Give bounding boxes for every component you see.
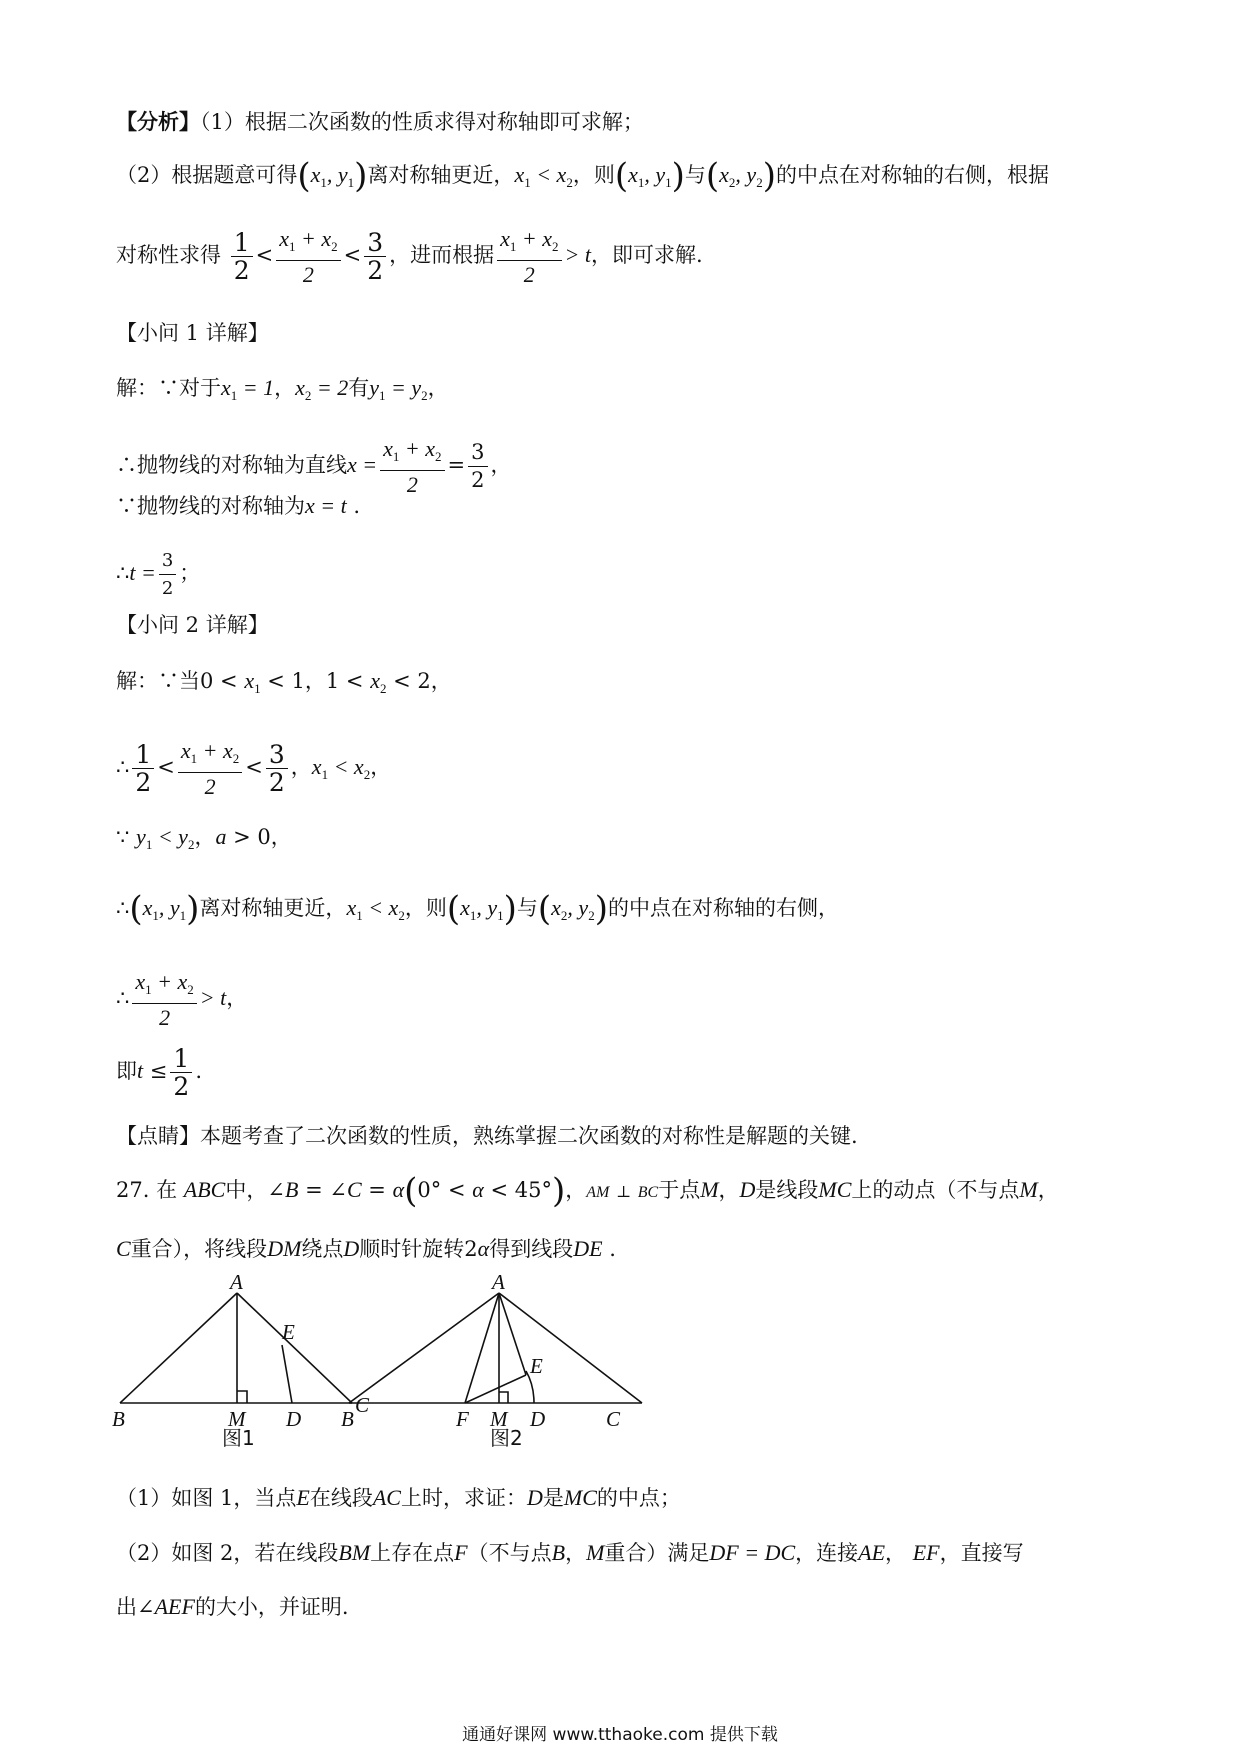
text: （2）根据题意可得 — [116, 163, 298, 187]
text: ，则 — [404, 896, 447, 920]
part2-line-5: ∴ $\frac{x_1 + x_2}{2}$ > t， — [116, 969, 248, 1030]
text: 有 — [348, 376, 370, 400]
segment-ef-2 — [465, 1375, 526, 1403]
segment-ac-2 — [499, 1293, 642, 1403]
text: 解：∵对于 — [116, 376, 221, 400]
part2-title: 【小问 2 详解】 — [116, 613, 269, 637]
label-d-1: D — [286, 1407, 302, 1431]
label-b-1: B — [112, 1407, 125, 1431]
text: ∴ — [116, 896, 130, 920]
q27-line-2: C重合），将线段DM绕点D顺时针旋转2α得到线段DE . — [116, 1236, 616, 1261]
text: ∴抛物线的对称轴为直线 — [116, 453, 347, 477]
analysis-text: （1）根据二次函数的性质求得对称轴即可求解； — [200, 110, 644, 134]
q27-sub2: （2）如图 2，若在线段BM上存在点F（不与点B，M重合）满足DF = DC，连接AE， EF，直接写 — [116, 1540, 1024, 1565]
text: （不与点 — [467, 1541, 552, 1565]
text: 是 — [542, 1486, 564, 1510]
part1-title: 【小问 1 详解】 — [116, 321, 269, 345]
analysis-line-2: （2）根据题意可得($x_1$, $y_1$)离对称轴更近，$x_1 < x_2$，则($x_1$, $y_1$)与($x_2$, $y_2$)的中点在对称轴的右侧，根据 — [116, 156, 1049, 196]
text: 27. 在 — [116, 1178, 178, 1202]
text: 离对称轴更近， — [367, 163, 515, 187]
text: 在线段 — [309, 1486, 373, 1510]
text: 即 — [116, 1059, 137, 1083]
text: 的中点在对称轴的右侧，根据 — [775, 163, 1049, 187]
label-e-1: E — [282, 1320, 295, 1344]
segment-ac-1 — [237, 1293, 352, 1403]
text: 重合），将线段 — [130, 1237, 268, 1261]
part2-line-6: 即t ≤ $\frac{1}{2}$ . — [116, 1044, 202, 1101]
label-a-1: A — [230, 1273, 243, 1294]
geometry-figures — [112, 1273, 652, 1449]
text: 出 — [116, 1595, 137, 1619]
text: 离对称轴更近， — [199, 896, 347, 920]
text: 的中点在对称轴的右侧， — [607, 896, 839, 920]
part2-line-1: 解：∵当$0 < x_1 < 1$，$1 < x_2 < 2$， — [116, 668, 452, 696]
part2-line-3: ∵ $y_1 < y_2$，a > 0， — [116, 824, 292, 852]
text: 的大小，并证明. — [194, 1595, 349, 1619]
text: 上的动点（不与点 — [851, 1178, 1020, 1202]
figure-1-labels — [112, 1273, 370, 1449]
text: （2）如图 2，若在线段 — [116, 1541, 339, 1565]
analysis-title: 【分析】 — [116, 109, 200, 134]
part2-line-4: $\therefore(x_1$, $y_1$)离对称轴更近，$x_1 < x_2$，则($x_1$, $y_1$)与($x_2$, $y_2$)的中点在对称轴的右侧， — [116, 889, 839, 929]
analysis-line-1 — [116, 107, 644, 137]
q27-line-1: 27. 在 ABC中，∠B = ∠C = α(0° < α < 45°)，AM ⊥ BC于点M，D是线段MC上的动点（不与点M， — [116, 1171, 1059, 1211]
segment-af-2 — [465, 1293, 499, 1403]
label-a-2: A — [492, 1273, 505, 1294]
part1-line-1: 解：∵对于$x_1 = 1$，$x_2 = 2$有$y_1 = y_2$， — [116, 375, 449, 403]
text: 解：∵当 — [116, 669, 200, 693]
text: 绕点 — [301, 1237, 344, 1261]
footer: 通通好课网 www.tthaoke.com 提供下载 — [462, 1725, 778, 1745]
segment-ae-2 — [499, 1293, 526, 1375]
text: 的中点； — [596, 1486, 681, 1510]
segment-ab-1 — [120, 1293, 237, 1403]
q27-sub3: 出∠AEF的大小，并证明. — [116, 1594, 349, 1619]
text: ，进而根据 — [389, 243, 495, 267]
label-c-2: C — [606, 1407, 621, 1431]
text: 得到线段 — [489, 1237, 574, 1261]
label-c-1: C — [355, 1393, 370, 1417]
segment-de-1 — [282, 1345, 292, 1403]
text: 与 — [516, 896, 538, 920]
text: ，即可求解. — [590, 243, 703, 267]
text: ，直接写 — [939, 1541, 1024, 1565]
figure-1-caption: 图1 — [222, 1426, 255, 1449]
comment — [116, 1121, 858, 1151]
text: ，则 — [572, 163, 615, 187]
figure-1 — [120, 1293, 352, 1403]
right-angle-mark-2 — [499, 1392, 508, 1403]
label-m-1: M — [228, 1407, 246, 1431]
figure-2-caption: 图2 — [490, 1426, 523, 1449]
text: （1）如图 1，当点 — [116, 1486, 297, 1510]
part1-line-3: ∵抛物线的对称轴为x = t . — [116, 493, 361, 518]
text: ，连接 — [795, 1541, 859, 1565]
label-e-2: E — [530, 1354, 543, 1378]
text: 中， — [225, 1178, 268, 1202]
part2-line-2: ∴ $\frac{1}{2}$ < $\frac{x_1 + x_2}{2}$ < $\frac{3}{2}$ ，$x_1 < x_2$， — [116, 738, 392, 799]
right-angle-mark-1 — [237, 1391, 247, 1403]
text: 对称性求得 — [116, 243, 221, 267]
text: ∴ — [116, 561, 130, 585]
text: 重合）满足 — [604, 1541, 710, 1565]
text: 与 — [684, 163, 706, 187]
text: 是线段 — [755, 1178, 819, 1202]
label-f-2: F — [456, 1407, 469, 1431]
label-m-2: M — [490, 1407, 508, 1431]
text: 上时，求证： — [400, 1486, 527, 1510]
part1-line-2: ∴抛物线的对称轴为直线x = $\frac{x_1 + x_2}{2}$ = $\frac{3}{2}$ ， — [116, 436, 512, 497]
text: 顺时针旋转 — [359, 1237, 465, 1261]
label-b-2: B — [341, 1407, 354, 1431]
figure-2-labels — [341, 1273, 621, 1449]
segment-ab-2 — [349, 1293, 499, 1403]
figure-2 — [349, 1293, 642, 1403]
comment-text: 【点睛】本题考查了二次函数的性质，熟练掌握二次函数的对称性是解题的关键. — [116, 1124, 858, 1148]
text: ∵抛物线的对称轴为 — [116, 494, 305, 518]
part1-line-4: ∴t = $\frac{3}{2}$ ； — [116, 547, 200, 602]
label-d-2: D — [530, 1407, 546, 1431]
q27-sub1: （1）如图 1，当点E在线段AC上时，求证：D是MC的中点； — [116, 1485, 681, 1510]
text: 于点 — [658, 1178, 701, 1202]
text: 上存在点 — [370, 1541, 455, 1565]
analysis-line-3: 对称性求得 $\frac{1}{2}$ < $\frac{x_1 + x_2}{2}$ < $\frac{3}{2}$ ，进而根据 $\frac{x_1 + x_2}{2}$ > t，即可求解. — [116, 226, 703, 287]
